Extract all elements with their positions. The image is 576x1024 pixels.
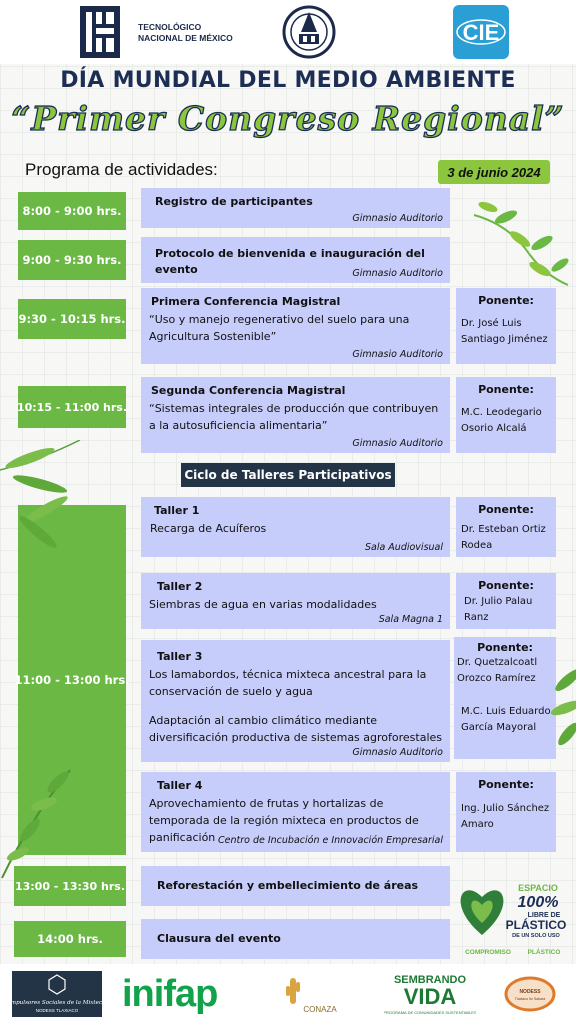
plastico-line6: COMPROMISO: [465, 949, 511, 956]
workshop-title: Taller 1: [154, 504, 200, 517]
speaker-name-2: M.C. Luis Eduardo García Mayoral: [461, 706, 551, 733]
speaker-card: [456, 573, 556, 629]
activity-title: Clausura del evento: [157, 932, 281, 945]
page-title: DÍA MUNDIAL DEL MEDIO AMBIENTE: [60, 68, 516, 93]
time-slot: 9:00 - 9:30 hrs.: [18, 240, 126, 280]
time-slot: 10:15 - 11:00 hrs.: [18, 386, 126, 428]
cie-label: CIE: [462, 20, 500, 45]
activity-title: Registro de participantes: [155, 195, 313, 208]
speaker-card: [456, 377, 556, 453]
workshop-card: [141, 573, 450, 629]
date-badge: 3 de junio 2024: [438, 160, 550, 184]
speaker-name: M.C. Leodegario Osorio Alcalá: [461, 407, 542, 434]
plastico-line1: ESPACIO: [518, 883, 558, 893]
speaker-label: Ponente:: [478, 383, 534, 396]
event-title: “Primer Congreso Regional”: [11, 99, 565, 138]
sembrando-line3: PROGRAMA DE COMUNIDADES SUSTENTABLES: [384, 1010, 476, 1015]
activity-title: Segunda Conferencia Magistral: [151, 384, 346, 397]
speaker-name: Dr. José Luis Santiago Jiménez: [461, 318, 548, 345]
workshop-title: Taller 2: [157, 580, 203, 593]
workshop-description: Recarga de Acuíferos: [150, 522, 267, 535]
plastico-line3: LIBRE DE: [527, 912, 561, 919]
workshop-location: Centro de Incubación e Innovación Empresarial: [218, 835, 443, 846]
workshop-card: [141, 497, 450, 557]
impulsores-logo: [12, 971, 102, 1017]
activity-title: Protocolo de bienvenida e inauguración del evento: [155, 247, 425, 276]
speaker-card: [456, 497, 556, 557]
speaker-card: [456, 288, 556, 364]
workshop-card: [141, 640, 450, 762]
workshop-description-2: Adaptación al cambio climático mediante diversificación productiva de sistemas agroforestales: [149, 714, 443, 744]
bamboo-leaves-icon: [0, 440, 90, 560]
inifap-logo: inifap: [122, 973, 218, 1015]
speaker-name: Ing. Julio Sánchez Amaro: [461, 803, 550, 830]
sembrando-vida-logo: [384, 970, 476, 1018]
workshop-location: Sala Magna 1: [378, 614, 443, 625]
nodess-line1: NODESS: [519, 989, 541, 995]
sembrando-line2: VIDA: [403, 984, 457, 1009]
tecnm-line1: TECNOLÓGICO: [138, 22, 202, 32]
talleres-time-slot: 11:00 - 13:00 hrs.: [18, 505, 126, 855]
tecnm-emblem-icon: [78, 4, 122, 60]
speaker-label: Ponente:: [478, 294, 534, 307]
programa-heading: Programa de actividades:: [25, 160, 218, 179]
time-slot: 8:00 - 9:00 hrs.: [18, 192, 126, 230]
nodess-line2: Tlaxiaco Itz Sakara: [514, 997, 546, 1001]
speaker-name: Dr. Quetzalcoatl Orozco Ramírez: [457, 657, 538, 684]
impulsores-line1: Impulsores Sociales de la Mixteca: [12, 1000, 102, 1006]
activity-card: [141, 288, 450, 364]
sembrando-line1: SEMBRANDO: [393, 974, 467, 986]
plastico-line2: 100%: [517, 894, 559, 911]
cie-logo: [452, 4, 510, 60]
speaker-card: [454, 637, 556, 759]
leaf-branch-icon: [470, 195, 570, 290]
speaker-name: Dr. Esteban Ortiz Rodea: [461, 524, 546, 551]
plastico-line7: PLÁSTICO: [527, 949, 561, 956]
tecnm-line2: NACIONAL DE MÉXICO: [138, 33, 233, 43]
activity-location: Gimnasio Auditorio: [352, 213, 443, 224]
speaker-label: Ponente:: [478, 778, 534, 791]
activity-title: Reforestación y embellecimiento de áreas: [157, 879, 419, 892]
activity-card: [141, 866, 450, 906]
workshop-location: Gimnasio Auditorio: [352, 747, 443, 758]
workshop-description: Los lamabordos, técnica mixteca ancestral para la conservación de suelo y agua: [149, 668, 427, 698]
speaker-card: [456, 772, 556, 852]
leaf-right-icon: [548, 660, 576, 750]
workshop-title: Taller 3: [157, 650, 203, 663]
plastic-free-badge: [452, 877, 572, 959]
activity-card: [141, 237, 450, 283]
activity-card: [141, 188, 450, 228]
leaf-stem-icon: [0, 760, 80, 880]
speaker-label: Ponente:: [477, 641, 533, 654]
activity-location: Gimnasio Auditorio: [352, 268, 443, 279]
activity-card: [141, 377, 450, 453]
activity-card: [141, 919, 450, 959]
plastico-line4: PLÁSTICO: [505, 918, 567, 932]
workshop-title: Taller 4: [157, 779, 203, 792]
time-slot: 9:30 - 10:15 hrs.: [18, 299, 126, 339]
time-slot: 14:00 hrs.: [14, 921, 126, 957]
activity-location: Gimnasio Auditorio: [352, 349, 443, 360]
activity-location: Gimnasio Auditorio: [352, 438, 443, 449]
speaker-label: Ponente:: [478, 579, 534, 592]
institutional-seal-icon: [282, 4, 336, 60]
plastico-line5: DE UN SOLO USO: [512, 933, 560, 939]
impulsores-line2: NODESS TLAXIACO: [35, 1008, 79, 1013]
workshop-card: [141, 772, 450, 852]
conaza-logo: [284, 972, 352, 1016]
workshop-location: Sala Audiovisual: [364, 542, 443, 553]
tecnm-logo: [78, 4, 233, 62]
talleres-heading: Ciclo de Talleres Participativos: [181, 463, 395, 487]
activity-title: Primera Conferencia Magistral: [151, 295, 341, 308]
workshop-description: Aprovechamiento de frutas y hortalizas de temporada de la región mixteca en productos de panificación: [149, 797, 419, 844]
speaker-label: Ponente:: [478, 503, 534, 516]
workshop-description: Siembras de agua en varias modalidades: [149, 598, 377, 611]
conaza-label: CONAZA: [303, 1005, 337, 1014]
activity-description: “Uso y manejo regenerativo del suelo para una Agricultura Sostenible”: [149, 313, 410, 343]
time-slot: 13:00 - 13:30 hrs.: [14, 866, 126, 906]
speaker-name: Dr. Julio Palau Ranz: [464, 596, 533, 623]
nodess-tlaxiaco-logo: [504, 976, 556, 1012]
activity-description: “Sistemas integrales de producción que contribuyen a la autosuficiencia alimentaria”: [149, 402, 439, 432]
